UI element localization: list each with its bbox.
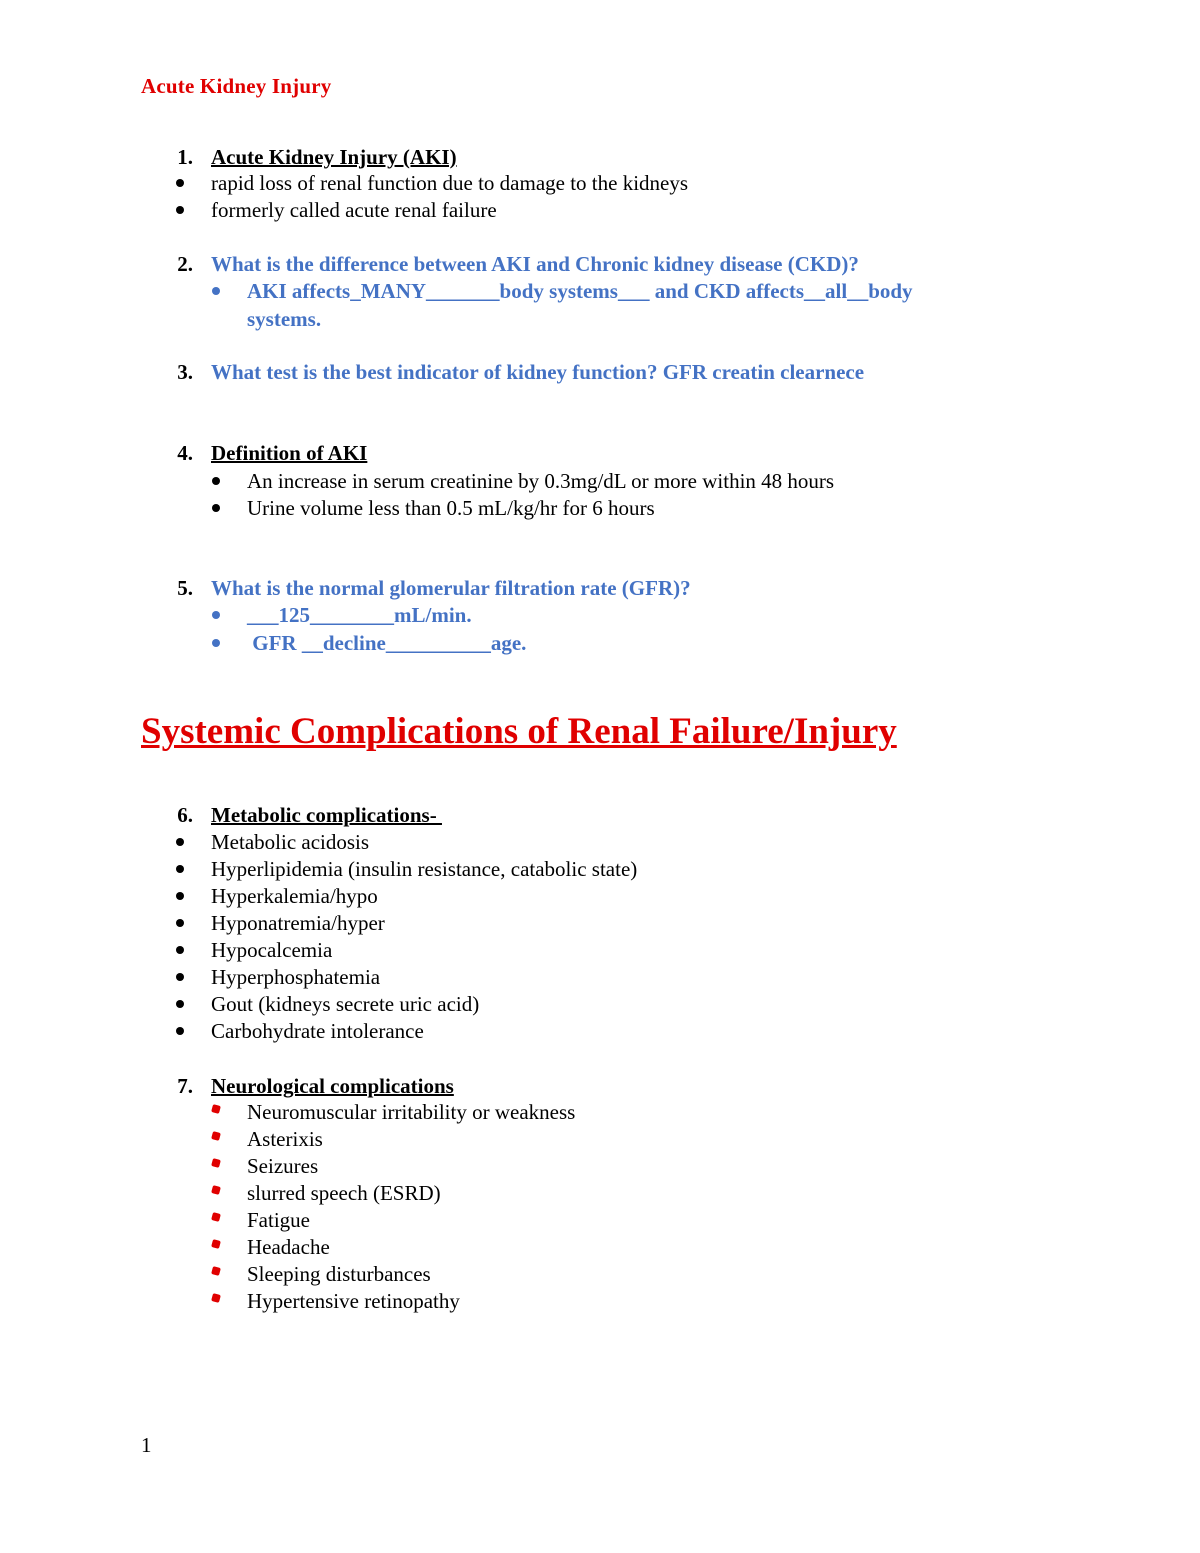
item-number-1: 1. [177,145,193,169]
q7-bullet: Headache [247,1235,330,1259]
q1-title: Acute Kidney Injury (AKI) [211,145,457,169]
bullet-icon [212,287,220,295]
item-number-4: 4. [177,441,193,465]
q7-bullet: Sleeping disturbances [247,1262,431,1286]
item-number-3: 3. [177,360,193,384]
q4-title: Definition of AKI [211,441,368,465]
q6-bullet: Hypocalcemia [211,938,333,962]
bullet-icon [176,838,184,846]
bullet-icon [176,865,184,873]
q2-title: What is the difference between AKI and Chronic kidney disease (CKD)? [211,252,859,276]
bullet-icon [211,1293,221,1303]
bullet-icon [176,1000,184,1008]
bullet-icon [211,1131,221,1141]
q6-bullet: Metabolic acidosis [211,830,370,854]
q7-title: Neurological complications [211,1074,454,1098]
q2-bullet-line2: systems. [247,307,322,331]
page-number: 1 [141,1433,152,1457]
bullet-icon [176,1027,184,1035]
q6-bullet: Carbohydrate intolerance [211,1019,424,1043]
bullet-icon [211,1239,221,1249]
q7-bullet: slurred speech (ESRD) [247,1181,441,1205]
bullet-icon [176,206,184,214]
item-number-7: 7. [177,1074,193,1098]
item-number-5: 5. [177,576,193,600]
bullet-icon [212,477,220,485]
q4-bullet-2: Urine volume less than 0.5 mL/kg/hr for 6 hours [247,496,655,520]
q6-bullet: Hyperlipidemia (insulin resistance, catabolic state) [211,857,638,881]
bullet-icon [212,611,220,619]
q6-bullet: Hyperphosphatemia [211,965,381,989]
q3-title: What test is the best indicator of kidney function? GFR creatin clearnece [211,360,865,384]
bullet-icon [212,639,220,647]
q6-bullet: Gout (kidneys secrete uric acid) [211,992,480,1016]
bullet-icon [176,919,184,927]
item-number-2: 2. [177,252,193,276]
q1-bullet-2: formerly called acute renal failure [211,198,497,222]
item-number-6: 6. [177,803,193,827]
q7-bullet: Hypertensive retinopathy [247,1289,460,1313]
q6-bullet: Hyponatremia/hyper [211,911,385,935]
q5-bullet-2: GFR __decline__________age. [247,631,527,655]
q2-bullet-line1: AKI affects_MANY_______body systems___ and CKD affects__all__body [247,279,913,303]
bullet-icon [211,1185,221,1195]
q7-bullet: Fatigue [247,1208,310,1232]
q7-bullet: Neuromuscular irritability or weakness [247,1100,576,1124]
bullet-icon [176,179,184,187]
q1-bullet-1: rapid loss of renal function due to damage to the kidneys [211,171,689,195]
q4-bullet-1: An increase in serum creatinine by 0.3mg/dL or more within 48 hours [247,469,835,493]
bullet-icon [212,504,220,512]
bullet-icon [176,973,184,981]
q6-title: Metabolic complications- [211,803,442,827]
bullet-icon [211,1158,221,1168]
bullet-icon [211,1104,221,1114]
bullet-icon [176,946,184,954]
document-header: Acute Kidney Injury [141,74,332,98]
section-heading: Systemic Complications of Renal Failure/Injury [141,711,897,752]
q5-bullet-1: ___125________mL/min. [247,603,472,627]
q7-bullet: Asterixis [247,1127,323,1151]
bullet-icon [176,892,184,900]
q7-bullet: Seizures [247,1154,319,1178]
bullet-icon [211,1266,221,1276]
q5-title: What is the normal glomerular filtration rate (GFR)? [211,576,691,600]
q6-bullet: Hyperkalemia/hypo [211,884,378,908]
bullet-icon [211,1212,221,1222]
